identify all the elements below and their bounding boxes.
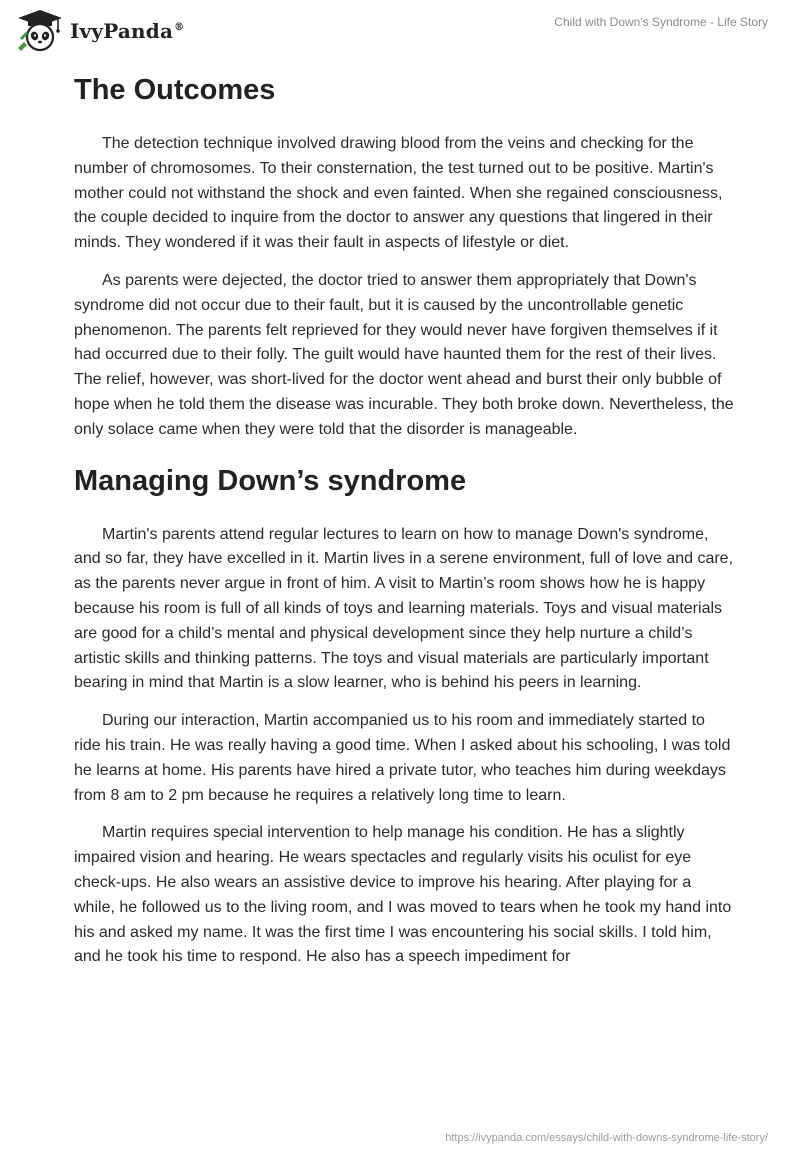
page-header [0,0,800,64]
section-heading-managing: Managing Down’s syndrome [74,464,467,497]
paragraph: Martin's parents attend regular lectures to learn on how to manage Down's syndrome, and so far, they have excelled in it. Martin lives in a serene environment, full of love and care, as the parents never argue in front of him. A visit to Martin’s room shows how he is happy because his room is full of all kinds of toys and learning materials. Toys and visual materials are good for a child’s mental and physical development since they help nurture a child’s artistic skills and thinking patterns. The toys and visual materials are particularly important bearing in mind that Martin is a slow learner, who is behind his peers in learning. [74,525,734,692]
paragraph: During our interaction, Martin accompanied us to his room and immediately started to ride his train. He was really having a good time. When I asked about his schooling, I was told he learns at home. His parents have hired a private tutor, who teaches him during weekdays from 8 am to 2 pm because he requires a relatively long time to learn. [74,712,731,804]
essay-content [74,68,734,970]
panda-graduate-logo-icon [14,8,66,54]
brand-name: IvyPanda® [70,19,185,43]
brand-logo[interactable] [14,8,184,54]
paragraph: Martin requires special intervention to help manage his condition. He has a slightly impaired vision and hearing. He wears spectacles and regularly visits his oculist for eye check-ups. He also wears an assistive device to improve his hearing. After playing for a while, he followed us to the living room, and I was moved to tears when he took my hand into his and asked my name. It was the first time I was encountering his social skills. I told him, and he took his time to respond. He also has a speech impediment for [74,824,732,966]
source-url[interactable]: https://ivypanda.com/essays/child-with-downs-syndrome-life-story/ [445,1132,768,1144]
paragraph: The detection technique involved drawing blood from the veins and checking for the number of chromosomes. To their consternation, the test turned out to be positive. Martin's mother could not withstand the shock and even fainted. When she regained consciousness, the couple decided to inquire from the doctor to answer any questions that lingered in their minds. They wondered if it was their fault in aspects of lifestyle or diet. [74,135,723,252]
document-title: Child with Down's Syndrome - Life Story [554,15,768,29]
paragraph: As parents were dejected, the doctor tried to answer them appropriately that Down's syndrome did not occur due to their fault, but it is caused by the uncontrollable genetic phenomenon. The parents felt reprieved for they would never have forgiven themselves if it had occurred due to their folly. The guilt would have haunted them for the rest of their lives. The relief, however, was short-lived for the doctor went ahead and burst their only bubble of hope when he told them the disease was incurable. They both broke down. Nevertheless, the only solace came when they were told that the disorder is manageable. [74,271,734,438]
section-heading-outcomes: The Outcomes [74,74,276,106]
